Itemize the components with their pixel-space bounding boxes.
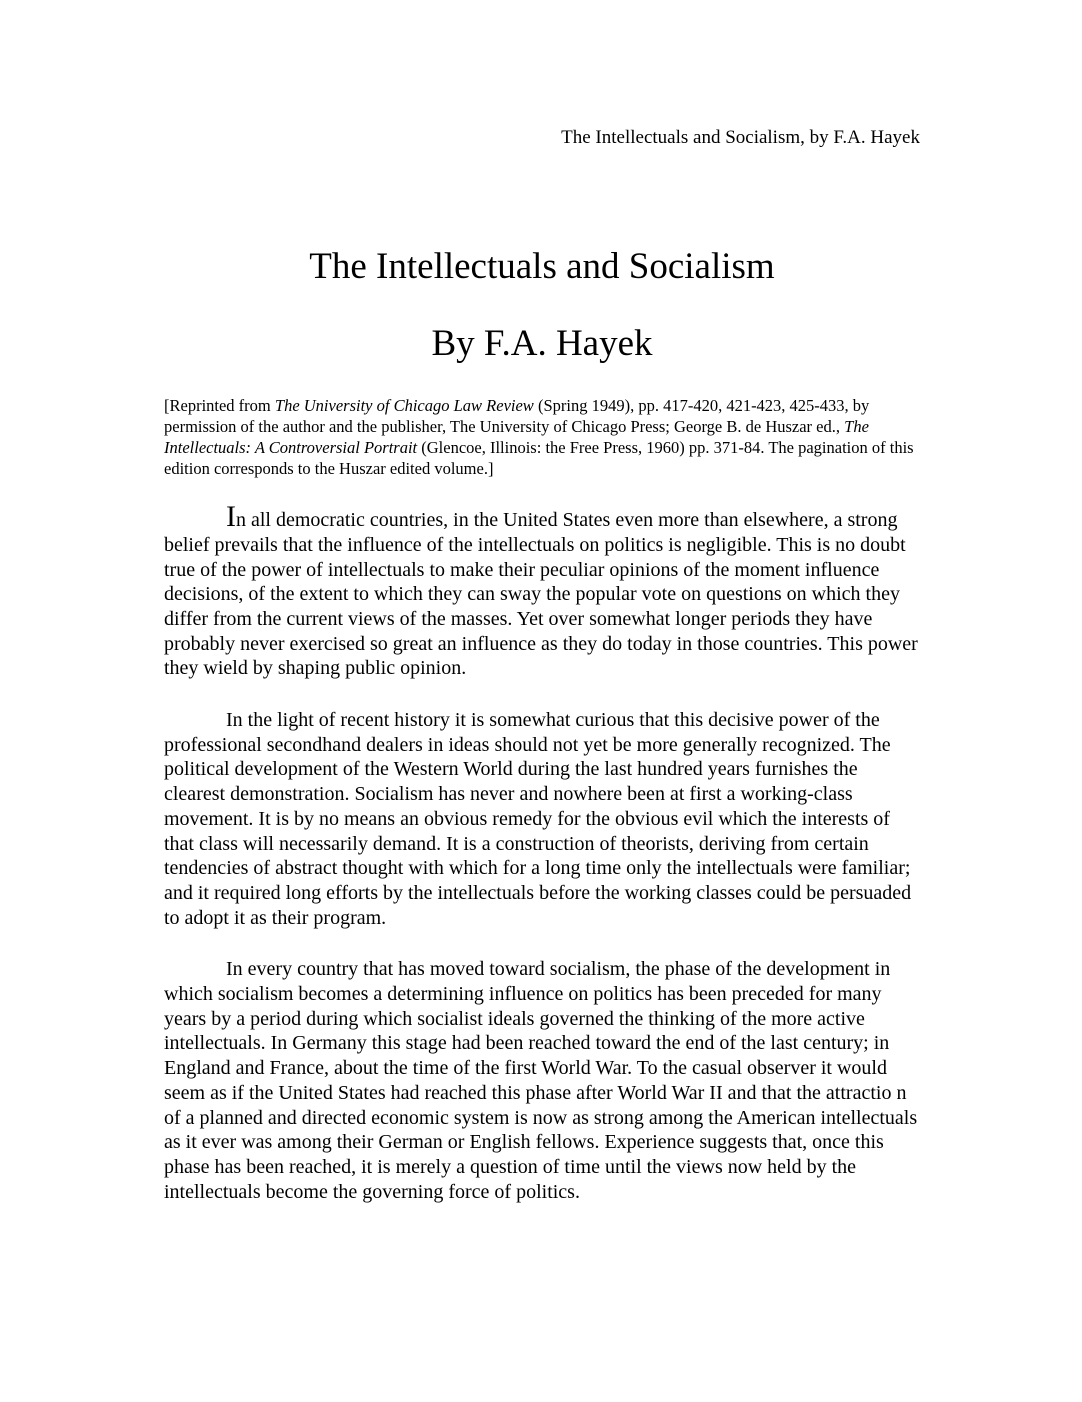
notice-segment-journal-title: The University of Chicago Law Review (274, 396, 534, 416)
running-header: The Intellectuals and Socialism, by F.A. Hayek (561, 127, 920, 148)
paragraph-3 (164, 957, 920, 1204)
paragraph-text: In every country that has moved toward socialism, the phase of the development in which socialism becomes a determining influence on politics has been preceded for many years by a period during which socialist ideals governed the thinking of the more active intellectuals. In Germany this stage had been reached toward the end of the last century; in England and France, about the time of the first World War. To the casual observer it would seem as if the United States had reached this phase after World War II and that the attractio n of a planned and directed economic system is now as strong among the American intellectuals as it ever was among their German or English fellows. Experience suggests that, once this phase has been reached, it is merely a question of time until the views now held by the intellectuals become the governing force of politics. (164, 958, 918, 1203)
paragraph-text: In the light of recent history it is somewhat curious that this decisive power of the professional secondhand dealers in ideas should not yet be more generally recognized. The political development of the Western World during the last hundred years furnishes the clearest demonstration. Socialism has never and nowhere been at first a working-class movement. It is by no means an obvious remedy for the obvious evil which the interests of that class will necessarily demand. It is a construction of theorists, deriving from certain tendencies of abstract thought with which for a long time only the intellectuals were familiar; and it required long efforts by the intellectuals before the working classes could be persuaded to adopt it as their program. (164, 709, 912, 929)
reprint-notice (164, 395, 920, 479)
paragraph-2 (164, 708, 920, 930)
notice-segment-book-title: The Intellectuals: A Controversial Portrait (164, 417, 869, 458)
paragraph-1 (164, 500, 920, 681)
document-title: The Intellectuals and Socialism (309, 246, 775, 287)
paragraph-text: n all democratic countries, in the United States even more than elsewhere, a strong belief prevails that the influence of the intellectuals on politics is negligible. This is no doubt true of the power of intellectuals to make their peculiar opinions of the moment influence decisions, of the extent to which they can sway the popular vote on questions on which they differ from the current views of the masses. Yet over somewhat longer periods they have probably never exercised so great an influence as they do today in those countries. This power they wield by shaping public opinion. (164, 509, 918, 680)
notice-segment: [Reprinted from (164, 396, 275, 416)
paragraph-drop-initial: I (226, 500, 236, 534)
page-content (164, 0, 920, 1204)
notice-segment: (Glencoe, Illinois: the Free Press, 1960) pp. 371-84. The pagination of this edition corresponds to the Huszar edited volume.] (164, 438, 914, 479)
notice-segment: (Spring 1949), pp. 417-420, 421-423, 425-433, by permission of the author and the publisher, The University of Chicago Press; George B. de Huszar ed., (164, 396, 870, 437)
document-author: By F.A. Hayek (431, 322, 653, 364)
